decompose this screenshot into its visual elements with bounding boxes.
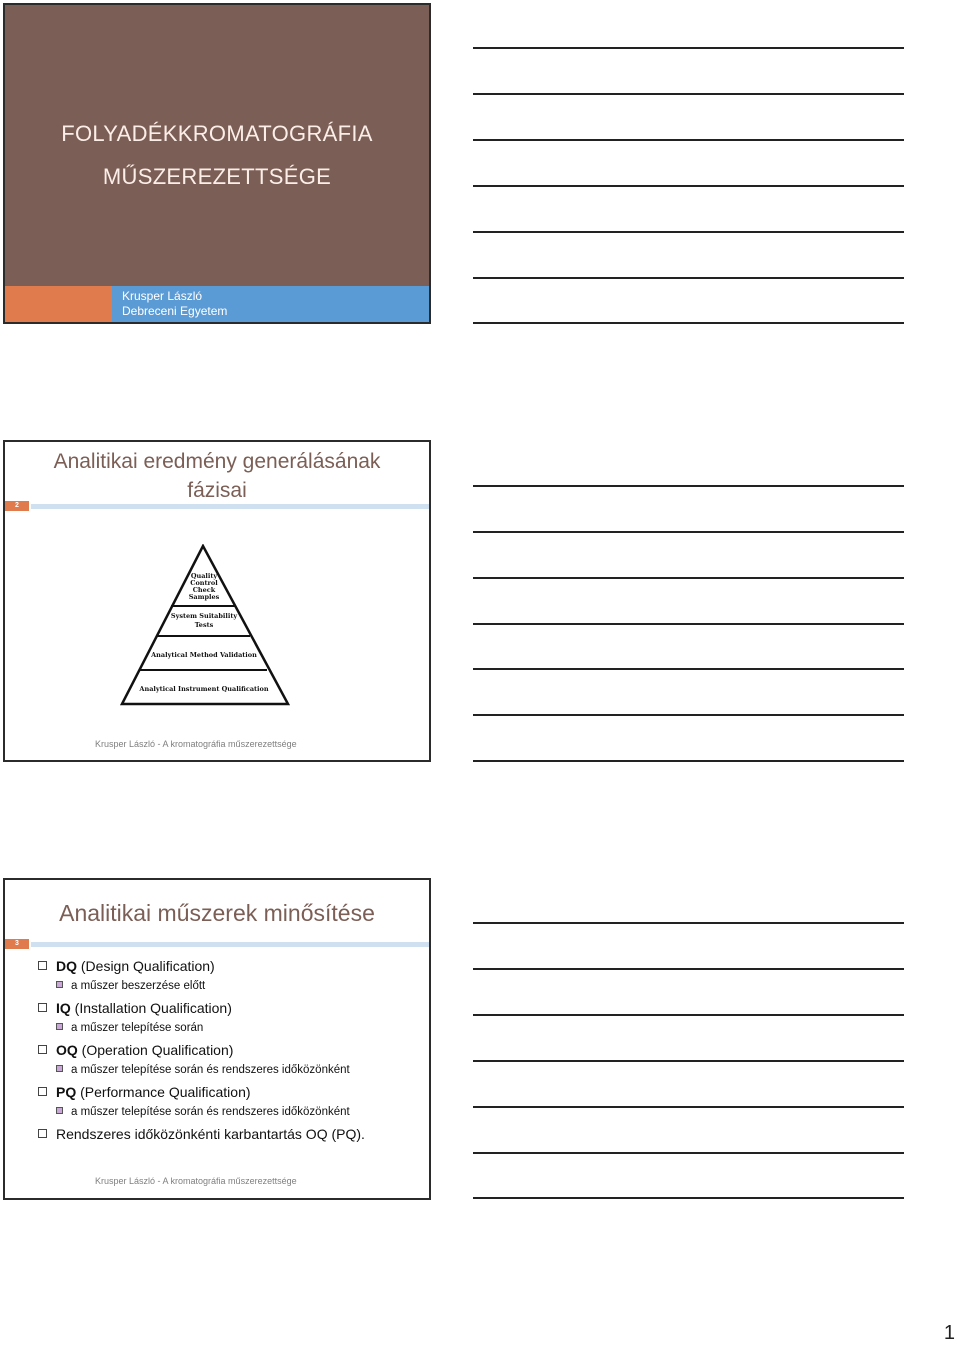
note-line — [473, 139, 904, 141]
sub-bullet-oq: a műszer telepítése során és rendszeres időközönként — [56, 1064, 350, 1076]
bullet-square-icon — [38, 1003, 47, 1012]
page-number: 1 — [943, 1322, 955, 1344]
pyramid-l2-b: Tests — [194, 621, 214, 629]
sub-bullet-icon — [56, 1107, 63, 1114]
note-line — [473, 1197, 904, 1199]
bullet-square-icon — [38, 961, 47, 970]
slide-2 — [3, 440, 431, 762]
slide-title-line1: Analitikai eredmény generálásának — [53, 450, 381, 473]
note-line — [473, 668, 904, 670]
sub-bullet-dq: a műszer beszerzése előtt — [56, 980, 205, 992]
sub-bullet-pq: a műszer telepítése során és rendszeres időközönként — [56, 1106, 350, 1118]
slide-title-line1: FOLYADÉKKROMATOGRÁFIA — [61, 121, 373, 146]
slide-number: 3 — [5, 939, 29, 949]
note-line — [473, 277, 904, 279]
pyramid-diagram — [120, 544, 292, 708]
accent-bar — [5, 286, 112, 322]
note-line — [473, 968, 904, 970]
pyramid-l1-a: Quality — [190, 572, 218, 580]
pyramid-l3: Analytical Method Validation — [151, 651, 257, 659]
note-line — [473, 714, 904, 716]
note-line — [473, 231, 904, 233]
pyramid-l1-d: Samples — [188, 593, 220, 601]
bullet-square-icon — [38, 1087, 47, 1096]
bullet-pq: PQ (Performance Qualification) — [38, 1084, 251, 1100]
note-line — [473, 47, 904, 49]
pyramid-l1-b: Control — [190, 579, 218, 587]
note-line — [473, 1060, 904, 1062]
slide-number-bar — [5, 501, 429, 511]
sub-bullet-icon — [56, 1065, 63, 1072]
note-line — [473, 760, 904, 762]
slide-footer: Krusper László - A kromatográfia műszerezettsége — [95, 739, 297, 749]
sub-bullet-iq: a műszer telepítése során — [56, 1022, 203, 1034]
note-line — [473, 93, 904, 95]
slide-title-line2: MŰSZEREZETTSÉGE — [102, 164, 332, 189]
bullet-oq: OQ (Operation Qualification) — [38, 1042, 233, 1058]
sub-bullet-icon — [56, 981, 63, 988]
bullet-iq: IQ (Installation Qualification) — [38, 1000, 232, 1016]
note-line — [473, 531, 904, 533]
slide-number-bar — [5, 939, 429, 949]
note-line — [473, 185, 904, 187]
slide-number: 2 — [5, 501, 29, 511]
bullet-square-icon — [38, 1045, 47, 1054]
pyramid-l1-c: Check — [192, 586, 216, 594]
slide-title-line2: fázisai — [187, 479, 247, 502]
note-line — [473, 322, 904, 324]
note-line — [473, 485, 904, 487]
note-line — [473, 922, 904, 924]
slide-1 — [3, 3, 431, 324]
note-line — [473, 623, 904, 625]
pyramid-l4: Analytical Instrument Qualification — [139, 685, 269, 693]
slide-title: Analitikai műszerek minősítése — [59, 900, 375, 926]
slide-footer: Krusper László - A kromatográfia műszerezettsége — [95, 1176, 297, 1186]
note-line — [473, 1152, 904, 1154]
slide-3 — [3, 878, 431, 1200]
affiliation: Debreceni Egyetem — [122, 304, 228, 318]
bullet-maintenance: Rendszeres időközönkénti karbantartás OQ (PQ). — [38, 1126, 365, 1142]
pyramid-l2-a: System Suitability — [170, 612, 238, 620]
title-panel — [5, 5, 429, 286]
note-line — [473, 577, 904, 579]
bullet-dq: DQ (Design Qualification) — [38, 958, 215, 974]
sub-bullet-icon — [56, 1023, 63, 1030]
author: Krusper László — [122, 289, 203, 303]
note-line — [473, 1014, 904, 1016]
bullet-square-icon — [38, 1129, 47, 1138]
note-line — [473, 1106, 904, 1108]
